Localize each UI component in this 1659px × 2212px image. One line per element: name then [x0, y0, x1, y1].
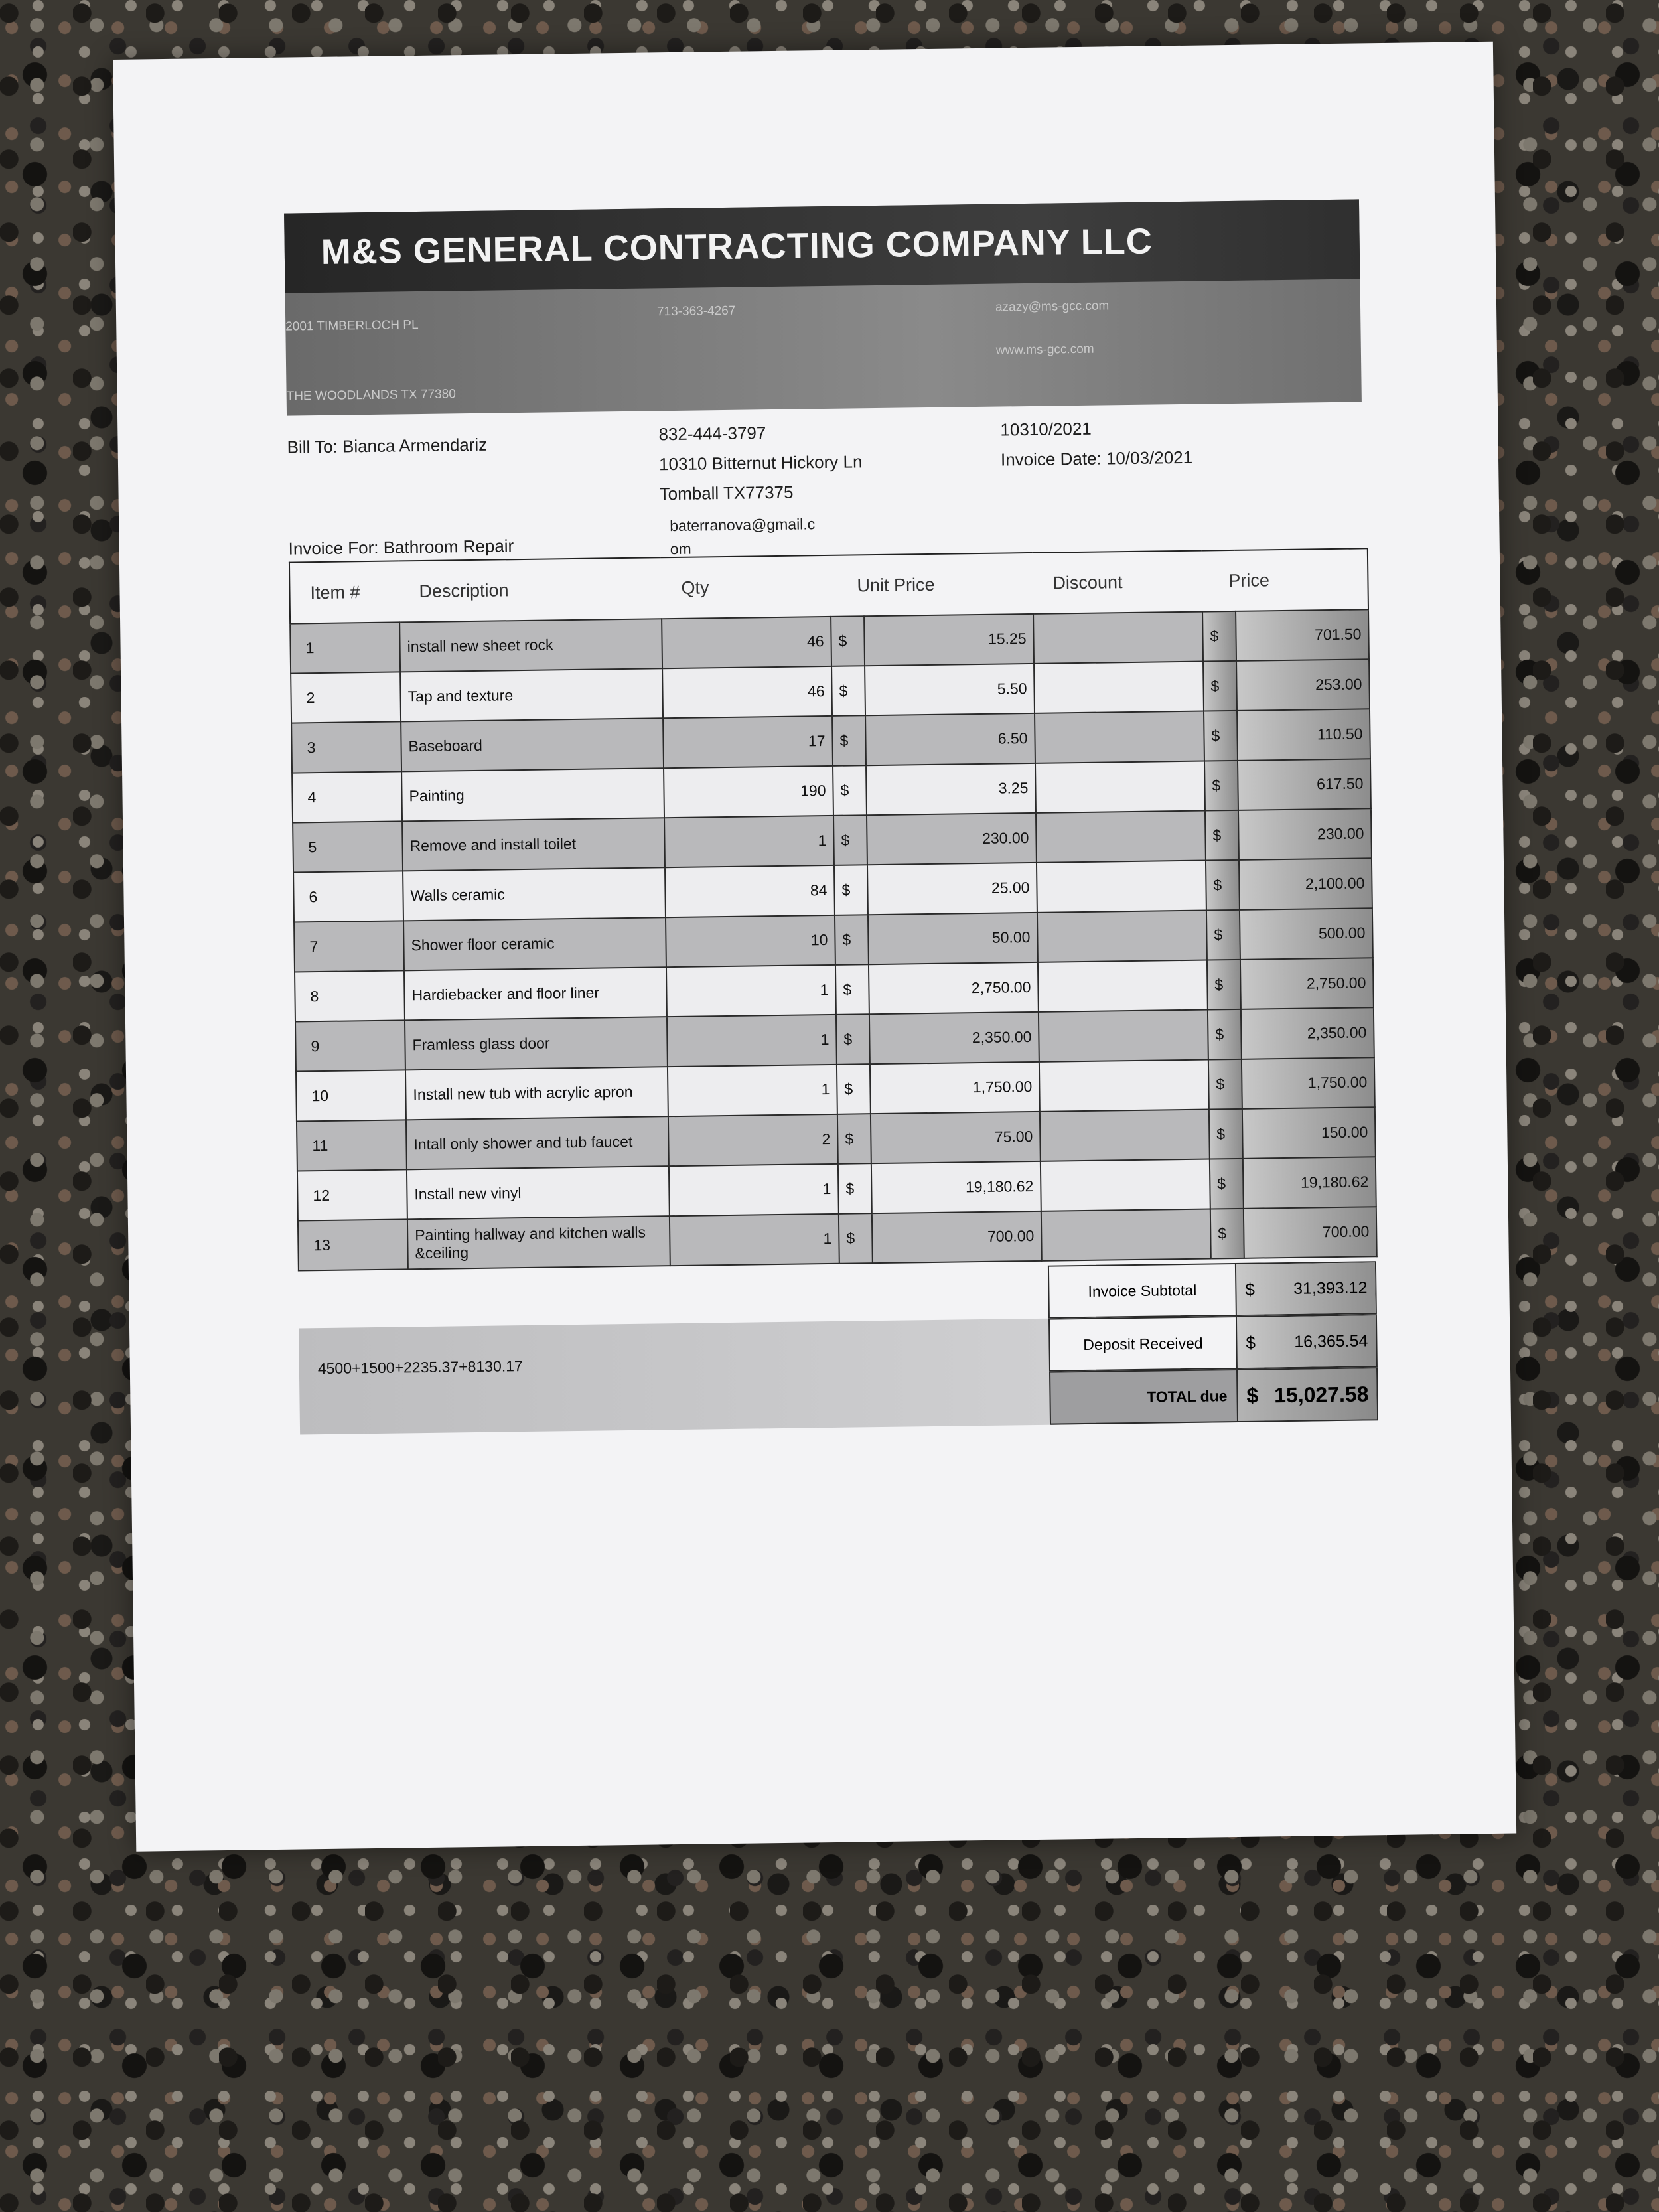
price-currency: $ [1202, 611, 1236, 662]
item-description: Shower floor ceramic [403, 917, 666, 970]
item-price: 2,100.00 [1239, 858, 1372, 910]
total-value: 15,027.58 [1273, 1381, 1369, 1407]
item-price: 2,350.00 [1241, 1007, 1374, 1059]
deposit-currency: $ [1246, 1332, 1256, 1353]
line-items-table [289, 548, 1378, 1271]
item-qty: 2 [668, 1114, 838, 1166]
item-price: 617.50 [1238, 759, 1371, 810]
item-discount [1038, 960, 1208, 1012]
item-description: Baseboard [401, 718, 664, 771]
company-website: www.ms-gcc.com [995, 342, 1094, 358]
invoice-paper [113, 42, 1516, 1852]
item-description: Hardiebacker and floor liner [404, 967, 667, 1020]
header-description: Description [399, 557, 662, 622]
item-price: 150.00 [1242, 1107, 1376, 1159]
unit-price-currency: $ [833, 765, 867, 816]
unit-price-currency: $ [835, 915, 869, 965]
deposit-label: Deposit Received [1083, 1334, 1203, 1353]
unit-price-currency: $ [832, 715, 866, 766]
price-currency: $ [1208, 1059, 1242, 1110]
unit-price-currency: $ [837, 1064, 871, 1114]
deposit-row [1048, 1314, 1378, 1371]
total-row [1049, 1367, 1378, 1424]
item-number: 6 [293, 871, 403, 922]
invoice-for: Invoice For: Bathroom Repair [288, 536, 514, 559]
item-description: Install new vinyl [407, 1166, 670, 1219]
item-number: 13 [298, 1219, 408, 1270]
unit-price-currency: $ [838, 1163, 872, 1214]
company-email: azazy@ms-gcc.com [995, 299, 1110, 315]
unit-price: 25.00 [867, 863, 1037, 915]
item-discount [1039, 1060, 1209, 1112]
price-currency: $ [1208, 1009, 1242, 1060]
item-qty: 1 [664, 816, 834, 867]
invoice-number: 10310/2021 [1000, 418, 1092, 440]
unit-price: 1,750.00 [870, 1062, 1040, 1114]
item-price: 701.50 [1236, 609, 1369, 661]
item-description: Framless glass door [405, 1017, 668, 1070]
company-phone: 713-363-4267 [656, 303, 736, 319]
header-discount: Discount [1033, 551, 1202, 614]
item-price: 700.00 [1244, 1207, 1377, 1258]
item-number: 8 [295, 970, 405, 1021]
bill-to-email-line1: baterranova@gmail.c [670, 515, 816, 535]
price-currency: $ [1209, 1109, 1243, 1159]
item-qty: 1 [668, 1065, 837, 1116]
price-currency: $ [1205, 810, 1239, 861]
item-description: Install new tub with acrylic apron [405, 1067, 668, 1120]
bill-to-label: Bill To: Bianca Armendariz [287, 434, 488, 457]
price-currency: $ [1206, 910, 1240, 960]
company-address-line1: 2001 TIMBERLOCH PL [285, 318, 419, 334]
unit-price-currency: $ [839, 1213, 873, 1264]
item-description: Painting hallway and kitchen walls &ceiling [407, 1216, 670, 1269]
item-price: 230.00 [1238, 808, 1372, 860]
company-header [284, 199, 1362, 415]
unit-price-currency: $ [834, 865, 868, 915]
subtotal-value: 31,393.12 [1293, 1278, 1368, 1298]
unit-price: 2,350.00 [869, 1012, 1039, 1064]
unit-price-currency: $ [836, 1014, 870, 1065]
item-number: 10 [296, 1070, 406, 1121]
item-price: 253.00 [1236, 659, 1370, 711]
item-price: 2,750.00 [1240, 958, 1374, 1009]
price-currency: $ [1210, 1209, 1244, 1259]
item-qty: 1 [666, 965, 836, 1017]
unit-price-currency: $ [831, 616, 865, 666]
bill-to-phone: 832-444-3797 [658, 423, 766, 445]
company-address-line2: THE WOODLANDS TX 77380 [286, 387, 456, 404]
bill-to-address2: Tomball TX77375 [659, 482, 794, 504]
unit-price-currency: $ [835, 964, 869, 1015]
unit-price: 6.50 [865, 713, 1035, 765]
subtotal-row [1048, 1261, 1377, 1318]
unit-price-currency: $ [837, 1114, 871, 1164]
calculation-note: 4500+1500+2235.37+8130.17 [317, 1357, 523, 1378]
item-discount [1036, 811, 1206, 863]
item-price: 110.50 [1237, 709, 1370, 761]
summary-area [298, 1261, 1378, 1447]
unit-price: 230.00 [867, 813, 1037, 865]
total-label: TOTAL due [1146, 1386, 1228, 1406]
price-currency: $ [1203, 661, 1237, 711]
unit-price: 5.50 [865, 664, 1035, 715]
subtotal-currency: $ [1245, 1279, 1256, 1299]
item-description: Walls ceramic [403, 867, 666, 921]
item-description: Painting [401, 768, 664, 821]
item-description: Intall only shower and tub faucet [406, 1116, 669, 1169]
item-number: 5 [293, 821, 403, 872]
item-discount [1041, 1209, 1211, 1261]
unit-price: 700.00 [872, 1211, 1042, 1263]
header-item: Item # [289, 561, 399, 623]
unit-price: 2,750.00 [869, 962, 1039, 1014]
header-qty: Qty [661, 555, 831, 619]
item-number: 7 [294, 921, 404, 972]
unit-price-currency: $ [833, 815, 867, 865]
item-price: 1,750.00 [1242, 1057, 1375, 1109]
item-number: 9 [295, 1020, 405, 1071]
header-unit-price: Unit Price [830, 553, 1033, 617]
item-number: 2 [291, 672, 401, 723]
item-discount [1037, 911, 1207, 962]
item-number: 11 [297, 1120, 407, 1171]
item-discount [1040, 1110, 1210, 1161]
company-name: M&S GENERAL CONTRACTING COMPANY LLC [321, 221, 1153, 272]
item-discount [1034, 662, 1204, 713]
company-header-bar [284, 199, 1360, 293]
total-currency: $ [1246, 1383, 1259, 1408]
item-qty: 46 [662, 617, 831, 668]
item-discount [1035, 711, 1204, 763]
calculation-strip [299, 1319, 1050, 1435]
item-discount [1037, 861, 1206, 913]
item-price: 19,180.62 [1243, 1157, 1376, 1209]
price-currency: $ [1206, 860, 1240, 911]
item-qty: 17 [663, 716, 833, 768]
unit-price: 3.25 [866, 763, 1036, 815]
bill-to-address1: 10310 Bitternut Hickory Ln [658, 451, 863, 475]
item-qty: 190 [664, 766, 833, 818]
item-number: 4 [292, 771, 402, 822]
unit-price: 75.00 [871, 1112, 1041, 1163]
item-description: Tap and texture [400, 668, 663, 721]
price-currency: $ [1210, 1159, 1244, 1209]
unit-price: 50.00 [868, 913, 1038, 964]
item-qty: 84 [665, 865, 835, 917]
item-qty: 1 [669, 1164, 839, 1216]
deposit-value: 16,365.54 [1294, 1331, 1368, 1351]
price-currency: $ [1204, 711, 1238, 761]
unit-price-currency: $ [831, 666, 865, 716]
item-qty: 10 [666, 915, 835, 967]
item-qty: 1 [670, 1214, 839, 1266]
item-number: 1 [290, 622, 400, 673]
item-discount [1041, 1159, 1210, 1211]
item-qty: 1 [667, 1015, 837, 1067]
unit-price: 19,180.62 [871, 1161, 1041, 1213]
item-number: 12 [297, 1169, 407, 1220]
subtotal-label: Invoice Subtotal [1088, 1281, 1197, 1300]
header-price: Price [1202, 548, 1368, 611]
bill-to-email-line2: om [670, 540, 691, 558]
item-number: 3 [291, 721, 401, 773]
price-currency: $ [1204, 761, 1238, 811]
item-price: 500.00 [1240, 908, 1373, 960]
item-qty: 46 [662, 666, 832, 718]
item-discount [1035, 761, 1205, 813]
unit-price: 15.25 [864, 614, 1034, 666]
item-description: install new sheet rock [399, 619, 662, 672]
item-description: Remove and install toilet [402, 818, 665, 871]
item-discount [1039, 1010, 1208, 1062]
item-discount [1033, 612, 1203, 664]
invoice-date: Invoice Date: 10/03/2021 [1000, 447, 1193, 470]
price-currency: $ [1207, 960, 1241, 1010]
